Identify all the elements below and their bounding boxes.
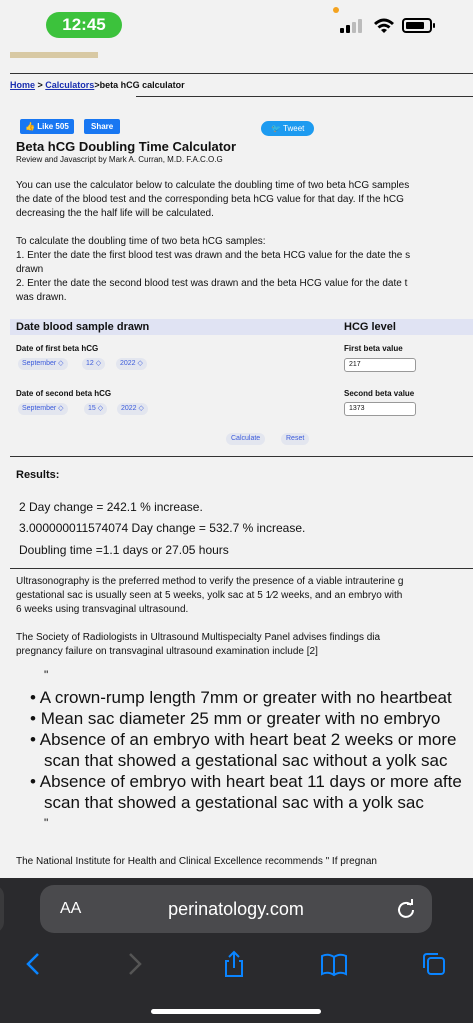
bullet-item: • A crown-rump length 7mm or greater with no heartbeat — [30, 688, 452, 707]
bullet-continuation: scan that showed a gestational sac with a yolk sac — [44, 793, 424, 812]
second-day-select[interactable]: 15 ◇ — [84, 403, 107, 415]
breadcrumb-calculators-link[interactable]: Calculators — [45, 80, 95, 90]
instruction-line: 1. Enter the date the first blood test was drawn and the beta HCG value for the date the s — [16, 250, 411, 261]
second-year-select[interactable]: 2022 ◇ — [117, 403, 148, 415]
divider — [136, 96, 473, 97]
facebook-like-button[interactable] — [20, 119, 74, 134]
battery-icon — [402, 18, 432, 33]
previous-tab-peek[interactable] — [0, 885, 4, 933]
close-quote: " — [44, 816, 49, 830]
privacy-indicator-dot — [333, 7, 339, 13]
first-value-label: First beta value — [344, 344, 403, 353]
facebook-share-button[interactable]: Share — [84, 119, 120, 134]
reader-options-button[interactable]: AA — [60, 900, 82, 917]
status-time: 12:45 — [46, 12, 122, 38]
first-year-select[interactable]: 2022 ◇ — [116, 358, 147, 370]
instruction-line: was drawn. — [16, 292, 67, 303]
article-line: The Society of Radiologists in Ultrasound Multispecialty Panel advises findings dia — [16, 632, 381, 643]
like-count-label: Like 505 — [37, 122, 69, 131]
second-month-select[interactable]: September ◇ — [18, 403, 68, 415]
results-title: Results: — [16, 469, 60, 481]
form-header-row — [10, 319, 473, 335]
result-three-day-change: 3.000000011574074 Day change = 532.7 % increase. — [19, 521, 306, 535]
result-doubling-time: Doubling time =1.1 days or 27.05 hours — [19, 543, 229, 557]
divider — [10, 456, 473, 457]
hcg-column-header: HCG level — [344, 321, 396, 333]
twitter-bird-icon: 🐦 — [271, 124, 281, 133]
thumbs-up-icon: 👍 — [25, 122, 35, 131]
tweet-label: Tweet — [283, 124, 305, 133]
instruction-line: To calculate the doubling time of two beta hCG samples: — [16, 236, 266, 247]
second-value-label: Second beta value — [344, 389, 415, 398]
result-two-day-change: 2 Day change = 242.1 % increase. — [19, 500, 203, 514]
status-bar — [0, 0, 473, 48]
second-date-label: Date of second beta hCG — [16, 389, 112, 398]
site-logo-fragment — [10, 52, 98, 58]
url-domain: perinatology.com — [168, 899, 304, 919]
date-column-header: Date blood sample drawn — [16, 321, 150, 333]
reload-icon[interactable] — [396, 899, 416, 919]
bullet-continuation: scan that showed a gestational sac without a yolk sac — [44, 751, 448, 770]
breadcrumb-separator: > — [35, 80, 46, 90]
breadcrumb-current: >beta hCG calculator — [94, 80, 185, 90]
first-date-label: Date of first beta hCG — [16, 344, 99, 353]
page-title: Beta hCG Doubling Time Calculator — [16, 139, 237, 154]
first-day-select[interactable]: 12 ◇ — [82, 358, 105, 370]
instruction-line: 2. Enter the date the second blood test was drawn and the beta HCG value for the date t — [16, 278, 408, 289]
bullet-item: • Absence of embryo with heart beat 11 days or more afte — [30, 772, 462, 791]
intro-line: You can use the calculator below to calculate the doubling time of two beta hCG samples — [16, 180, 410, 191]
breadcrumb-home-link[interactable]: Home — [10, 80, 36, 90]
share-icon[interactable] — [220, 950, 248, 978]
browser-toolbar — [0, 878, 473, 1023]
first-month-select[interactable]: September ◇ — [18, 358, 68, 370]
first-value-input[interactable]: 217 — [344, 358, 416, 372]
tweet-button[interactable] — [261, 121, 314, 136]
article-line: 6 weeks using transvaginal ultrasound. — [16, 604, 189, 615]
cellular-signal-icon — [340, 19, 366, 33]
article-line: The National Institute for Health and Clinical Excellence recommends " If pregnan — [16, 856, 377, 867]
web-content — [0, 48, 473, 878]
divider — [10, 73, 473, 74]
article-line: Ultrasonography is the preferred method to verify the presence of a viable intrauterine g — [16, 576, 404, 587]
reset-button[interactable]: Reset — [281, 433, 309, 445]
bullet-item: • Mean sac diameter 25 mm or greater with no embryo — [30, 709, 441, 728]
breadcrumb — [10, 80, 185, 90]
calculate-button[interactable]: Calculate — [226, 433, 265, 445]
intro-line: decreasing the the half life will be calculated. — [16, 208, 214, 219]
home-indicator — [151, 1009, 321, 1014]
bullet-item: • Absence of an embryo with heart beat 2 weeks or more — [30, 730, 457, 749]
instruction-line: drawn — [16, 264, 44, 275]
article-line: gestational sac is usually seen at 5 weeks, yolk sac at 5 1⁄2 weeks, and an embryo with — [16, 590, 403, 601]
wifi-icon — [372, 15, 396, 35]
divider — [10, 568, 473, 569]
bookmarks-icon[interactable] — [320, 950, 348, 978]
forward-icon[interactable] — [120, 950, 148, 978]
second-value-input[interactable]: 1373 — [344, 402, 416, 416]
back-icon[interactable] — [20, 950, 48, 978]
article-line: pregnancy failure on transvaginal ultrasound examination include [2] — [16, 646, 318, 657]
author-credit: Review and Javascript by Mark A. Curran, M.D. F.A.C.O.G — [16, 155, 223, 164]
address-bar[interactable] — [40, 885, 432, 933]
tabs-icon[interactable] — [420, 950, 448, 978]
intro-line: the date of the blood test and the corresponding beta hCG value for that day. If the hCG — [16, 194, 404, 205]
open-quote: " — [44, 668, 49, 682]
